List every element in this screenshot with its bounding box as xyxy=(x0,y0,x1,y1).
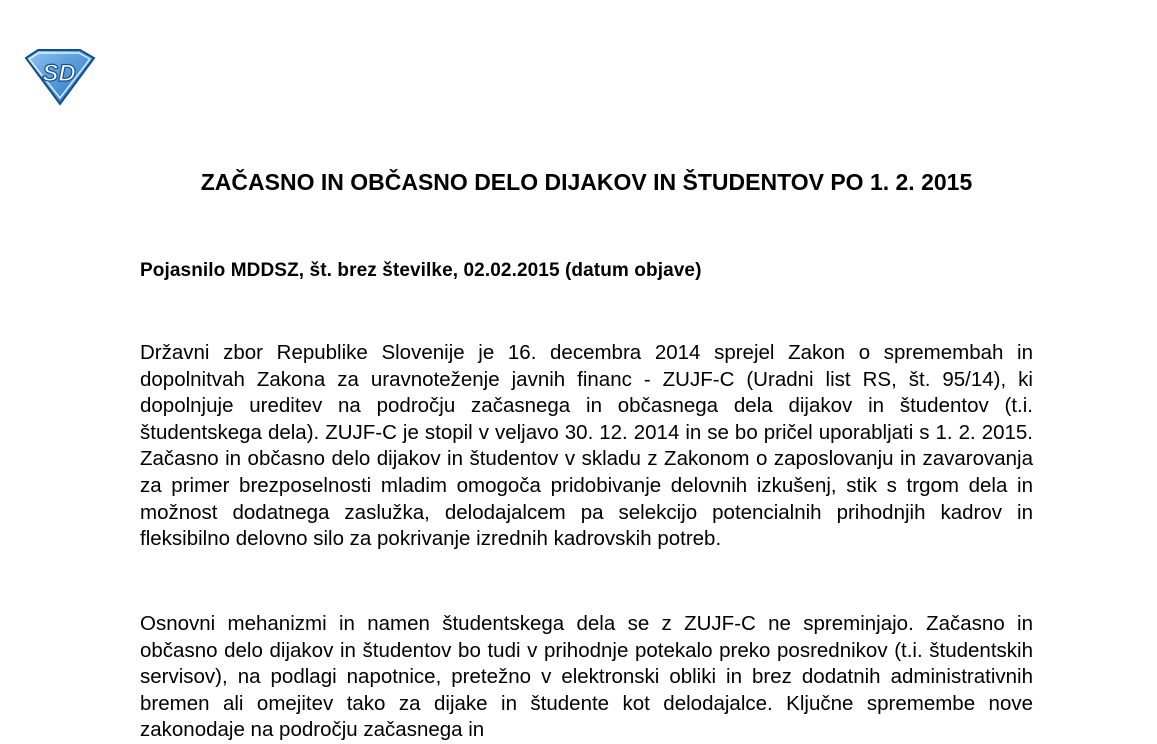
document-title: ZAČASNO IN OBČASNO DELO DIJAKOV IN ŠTUDENTOV PO 1. 2. 2015 xyxy=(200,169,973,195)
body-paragraph-1: Državni zbor Republike Slovenije je 16. decembra 2014 sprejel Zakon o spremembah in dopolnitvah Zakona za uravnoteženje javnih financ - ZUJF-C (Uradni list RS, št. 95/14), ki dopolnjuje ureditev na področju začasnega in občasnega dela dijakov in študentov (t.i. študentskega dela). ZUJF-C je stopil v veljavo 30. 12. 2014 in se bo pričel uporabljati s 1. 2. 2015. Začasno in občasno delo dijakov in študentov v skladu z Zakonom o zaposlovanju in zavarovanja za primer brezposelnosti mladim omogoča pridobivanje delovnih izkušenj, stik s trgom dela in možnost dodatnega zaslužka, delodajalcem pa selekcijo potencialnih prihodnjih kadrov in fleksibilno delovno silo za pokrivanje izrednih kadrovskih potreb. xyxy=(140,341,1033,551)
document-subtitle: Pojasnilo MDDSZ, št. brez številke, 02.02.2015 (datum objave) xyxy=(140,260,702,281)
svg-text:SD: SD xyxy=(42,60,76,87)
sd-logo-icon xyxy=(22,48,96,106)
body-paragraph-2: Osnovni mehanizmi in namen študentskega dela se z ZUJF-C ne spreminjajo. Začasno in občasno delo dijakov in študentov bo tudi v prihodnje potekalo preko posrednikov (t.i. študentskih servisov), na podlagi napotnice, pretežno v elektronski obliki in brez dodatnih administrativnih bremen ali omejitev tako za dijake in študente kot delodajalce. Ključne spremembe nove zakonodaje na področju začasnega in xyxy=(140,612,1033,742)
